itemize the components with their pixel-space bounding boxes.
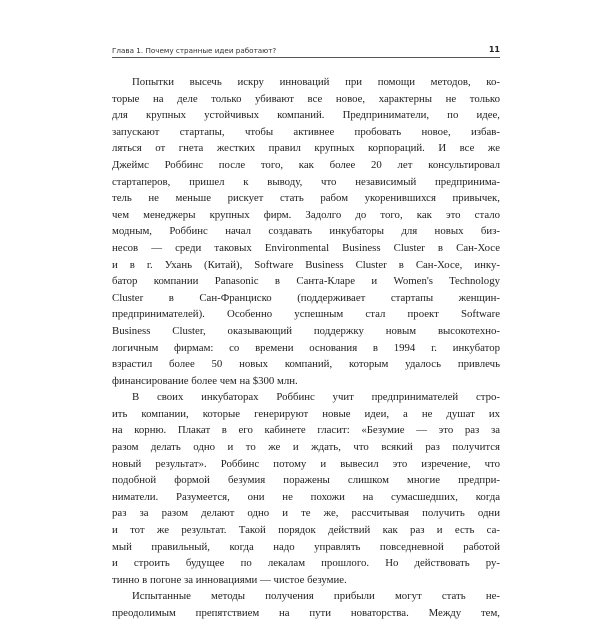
text-line: стартаперов, пришел к выводу, что независимый предпринима- (112, 175, 500, 188)
text-line: логичным фирмам: со времени основания в 1994 г. инкубатор (112, 341, 500, 354)
text-line: запускают стартапы, чтобы активнее пробовать новое, избав- (112, 125, 500, 138)
text-line: на корню. Плакат в его кабинете гласит: «Безумие — это раз за (112, 424, 500, 437)
text-line: раз за разом делают одно и те же, рассчитывая получить одни (112, 507, 500, 520)
text-line: ить компании, которые генерируют новые идеи, а не душат их (112, 407, 500, 420)
text-line: для крупных устойчивых компаний. Предприниматели, по идее, (112, 109, 500, 122)
text-line: ляться от гнета жестких правил крупных корпораций. И все же (112, 142, 500, 155)
text-line: торые на деле только убивают все новое, характерны не только (112, 92, 500, 105)
text-line: подобной формой безумия поражены слишком многие предпри- (112, 474, 500, 487)
text-line: и строить будущее по лекалам прошлого. Но действовать ру- (112, 557, 500, 570)
text-line: батор компании Panasonic в Санта-Кларе и Women's Technology (112, 275, 500, 288)
text-line: В своих инкубаторах Роббинс учит предпринимателей стро- (132, 391, 500, 404)
text-line: новый результат». Роббинс потому и вывесил это изречение, что (112, 457, 500, 470)
header-rule (112, 57, 500, 58)
text-line: модным, Роббинс начал создавать инкубаторы для новых биз- (112, 225, 500, 238)
text-line: мый правильный, когда надо управлять повседневной работой (112, 540, 500, 553)
text-line: тель не меньше рискует стать рабом укоренившихся привычек, (112, 192, 500, 205)
page-number: 11 (488, 45, 500, 54)
text-line: предпринимателей). Особенно успешным стал проект Software (112, 308, 500, 321)
body-text (112, 74, 500, 622)
text-line: разом делать одно и то же и ждать, что всякий раз получится (112, 441, 500, 454)
text-line: Джеймс Роббинс после того, как более 20 лет консультировал (112, 158, 500, 171)
text-line: Business Cluster, оказывающий поддержку новым высокотехно- (112, 324, 500, 337)
text-line: взрастил более 50 новых компаний, которым удалось привлечь (112, 358, 500, 371)
text-line: ниматели. Разумеется, они не похожи на сумасшедших, когда (112, 490, 500, 503)
text-line: Попытки высечь искру инноваций при помощи методов, ко- (132, 76, 500, 88)
text-line: Испытанные методы получения прибыли могут стать не- (132, 590, 500, 603)
text-line: Cluster в Сан-Франциско (поддерживает стартапы женщин- (112, 291, 500, 304)
text-line: преодолимым препятствием на пути новаторства. Между тем, (112, 607, 500, 619)
chapter-title: Глава 1. Почему странные идеи работают? (112, 46, 277, 55)
text-line: несов — среди таковых Environmental Business Cluster в Сан-Хосе (112, 241, 500, 254)
text-line: финансирование более чем на $300 млн. (112, 374, 298, 387)
text-line: тинно в погоне за инновациями — чистое безумие. (112, 573, 347, 586)
text-line: и тот же результат. Такой порядок действий как раз и есть са- (112, 524, 500, 537)
text-line: и в г. Ухань (Китай), Software Business Cluster в Сан-Хосе, инку- (112, 258, 500, 271)
text-line: чем менеджеры крупных фирм. Задолго до того, как это стало (112, 208, 500, 221)
